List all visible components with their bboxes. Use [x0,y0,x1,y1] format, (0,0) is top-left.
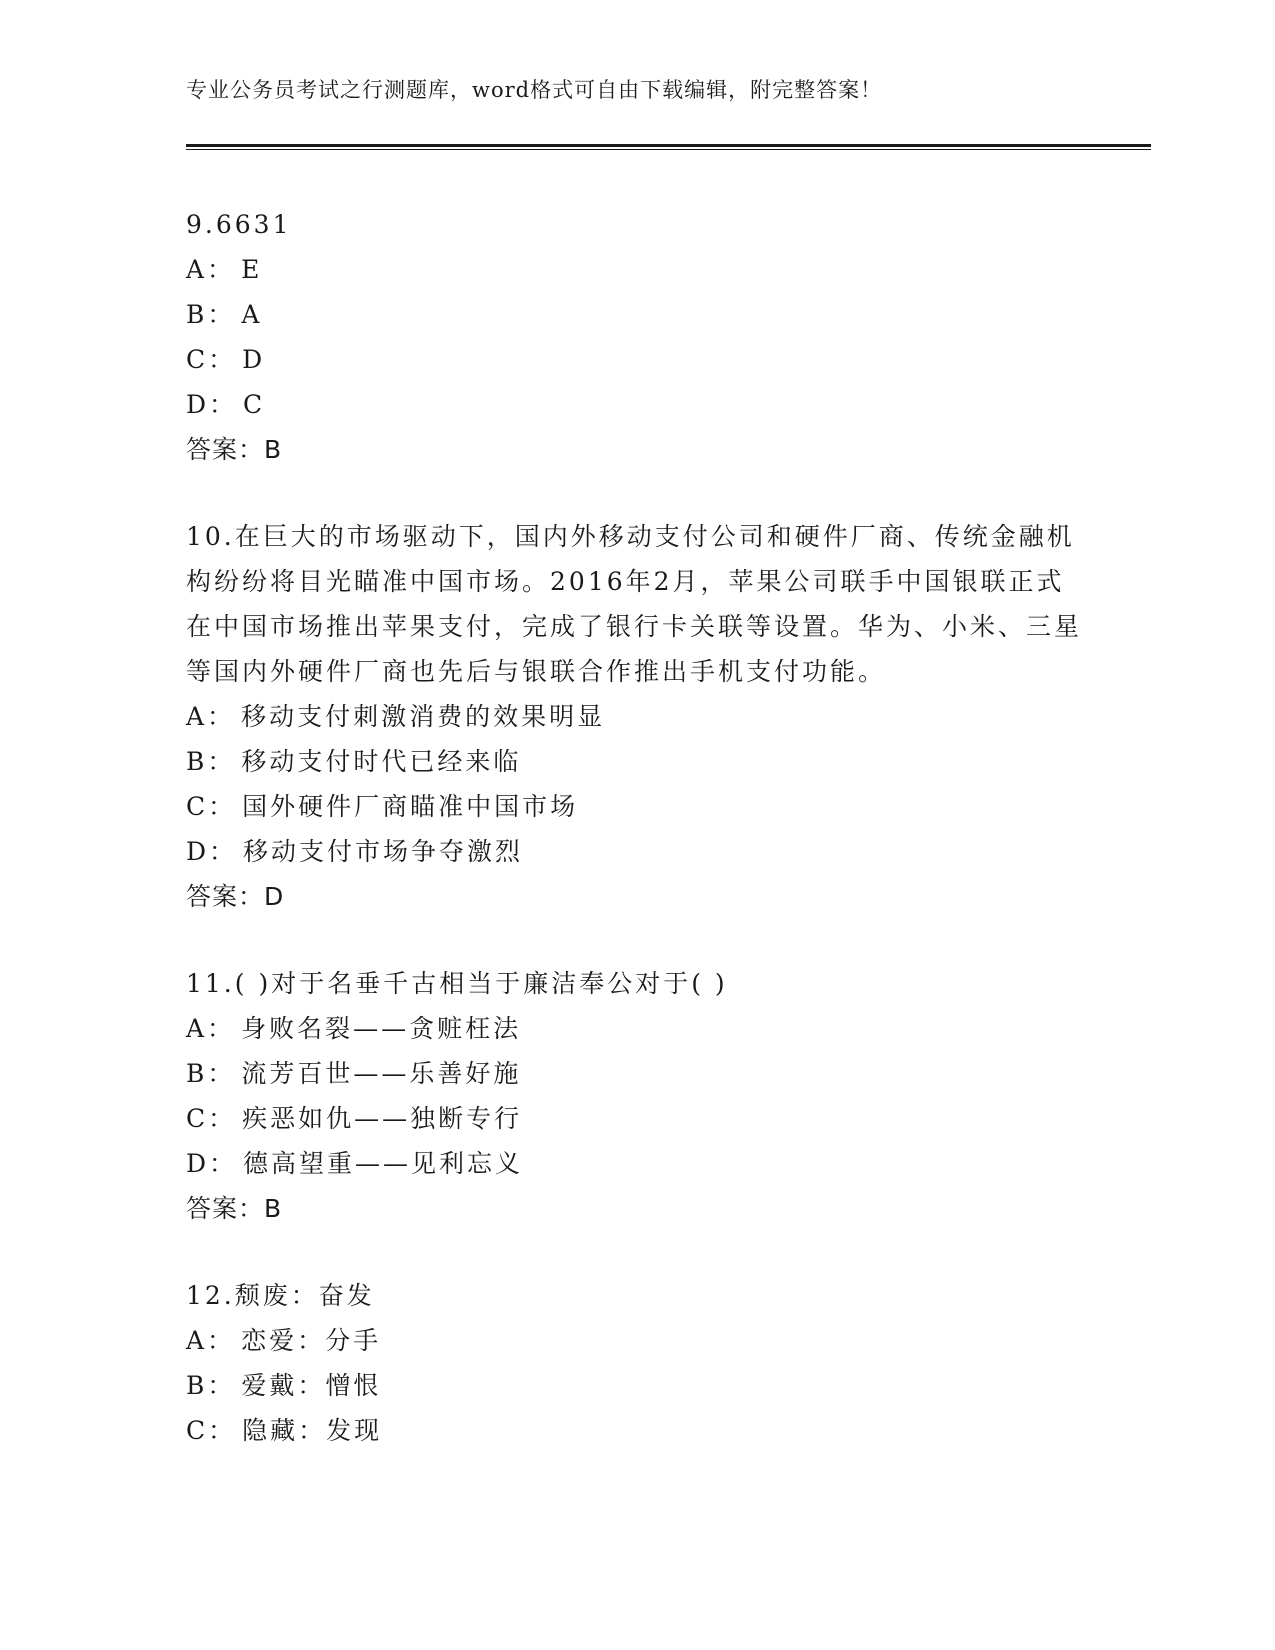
option-c [186,1096,1086,1141]
option-a [186,1006,1086,1051]
option-b [186,739,1086,784]
option-key: C： [186,1416,237,1445]
option-a [186,1318,1086,1363]
option-text: 爱戴：憎恨 [241,1371,382,1400]
question-stem: 11.( )对于名垂千古相当于廉洁奉公对于( ) [186,969,728,998]
option-text: A [241,300,263,329]
option-text: 移动支付时代已经来临 [241,747,522,776]
option-a [186,247,1086,292]
question-9 [186,202,1086,472]
option-key: B： [186,1059,236,1088]
option-b [186,292,1086,337]
question-stem: 12.颓废：奋发 [186,1281,375,1310]
option-key: B： [186,1371,236,1400]
option-key: D： [186,390,238,419]
option-text: 恋爱：分手 [241,1326,382,1355]
option-key: B： [186,747,236,776]
question-11 [186,961,1086,1231]
answer-line: 答案：D [186,882,285,911]
option-key: B： [186,300,236,329]
option-key: D： [186,1149,238,1178]
question-10 [186,514,1086,919]
option-key: C： [186,1104,237,1133]
answer-line: 答案：B [186,435,283,464]
option-a [186,694,1086,739]
option-text: 身败名裂——贪赃枉法 [241,1014,522,1043]
option-key: A： [186,255,236,284]
option-b [186,1363,1086,1408]
option-text: C [243,390,266,419]
option-text: 移动支付刺激消费的效果明显 [241,702,606,731]
answer-line: 答案：B [186,1194,283,1223]
header-rule-thick [186,144,1151,147]
header-rule-thin [186,149,1151,150]
option-c [186,784,1086,829]
option-key: D： [186,837,238,866]
question-stem: 10.在巨大的市场驱动下，国内外移动支付公司和硬件厂商、传统金融机构纷纷将目光瞄准中国市场。2016年2月，苹果公司联手中国银联正式在中国市场推出苹果支付，完成了银行卡关联等设置。华为、小米、三星等国内外硬件厂商也先后与银联合作推出手机支付功能。 [186,522,1083,686]
option-c [186,1408,1086,1453]
question-12 [186,1273,1086,1453]
option-c [186,337,1086,382]
option-text: 德高望重——见利忘义 [243,1149,524,1178]
option-text: D [242,345,266,374]
option-text: 国外硬件厂商瞄准中国市场 [242,792,579,821]
option-text: E [241,255,263,284]
question-list [186,202,1086,1495]
option-b [186,1051,1086,1096]
option-d [186,382,1086,427]
option-key: A： [186,1326,236,1355]
option-d [186,1141,1086,1186]
option-text: 流芳百世——乐善好施 [241,1059,522,1088]
option-text: 移动支付市场争夺激烈 [243,837,524,866]
option-key: C： [186,792,237,821]
option-text: 疾恶如仇——独断专行 [242,1104,523,1133]
option-key: C： [186,345,237,374]
option-text: 隐藏：发现 [242,1416,383,1445]
option-key: A： [186,702,236,731]
option-key: A： [186,1014,236,1043]
page-header: 专业公务员考试之行测题库，word格式可自由下载编辑，附完整答案！ [186,78,883,102]
question-stem: 9.6631 [186,210,292,239]
option-d [186,829,1086,874]
